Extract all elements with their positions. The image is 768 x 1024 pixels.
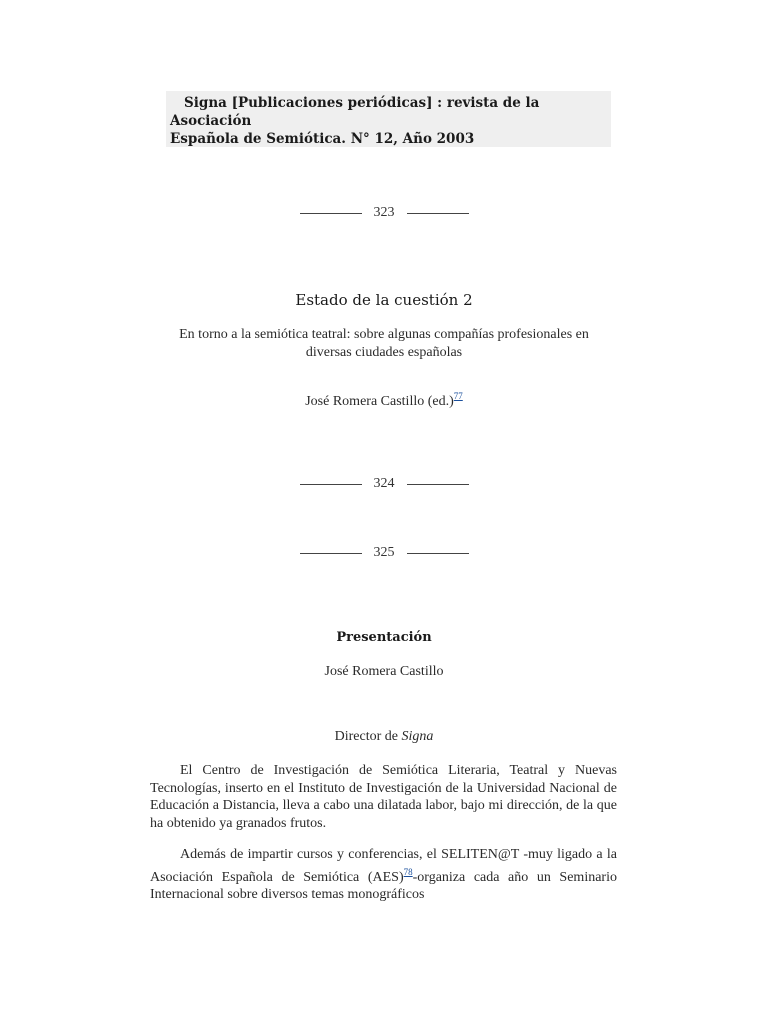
body-paragraph <box>150 846 617 904</box>
journal-name: Signa <box>401 729 434 744</box>
document-header <box>166 91 611 147</box>
page-number: 324 <box>373 476 395 491</box>
paragraph-text: Además de impartir cursos y conferencias, el SELITEN@T -muy ligado a la Asociación Española de Semiótica (AES) <box>150 847 617 885</box>
footnote-link[interactable]: 77 <box>453 391 463 401</box>
separator-rule <box>407 553 469 554</box>
page-number: 323 <box>373 205 395 220</box>
journal-citation <box>170 94 606 148</box>
footnote-link[interactable]: 78 <box>403 866 413 877</box>
subtitle-line1: En torno a la semiótica teatral: sobre algunas compañías profesionales en <box>179 327 589 342</box>
page-number-separator <box>0 203 768 223</box>
section-title: Estado de la cuestión 2 <box>295 291 473 309</box>
section-subtitle <box>150 326 618 362</box>
section-author <box>150 391 618 410</box>
journal-title-line1: Signa [Publicaciones periódicas] : revista de la Asociación <box>170 95 540 129</box>
author-name: José Romera Castillo (ed.) <box>305 394 454 409</box>
separator-rule <box>300 213 362 214</box>
page-number-separator <box>0 543 768 563</box>
body-paragraph <box>150 762 617 832</box>
subtitle-line2: diversas ciudades españolas <box>305 345 463 360</box>
author-role <box>150 729 618 745</box>
separator-rule <box>407 213 469 214</box>
journal-title-line2: Española de Semiótica. N° 12, Año 2003 <box>170 131 475 147</box>
page-number-separator <box>0 474 768 494</box>
separator-rule <box>300 484 362 485</box>
separator-rule <box>300 553 362 554</box>
presentation-title: Presentación <box>336 630 432 645</box>
role-prefix: Director de <box>334 729 402 744</box>
presentation-author: José Romera Castillo <box>324 664 444 679</box>
paragraph-text: El Centro de Investigación de Semiótica Literaria, Teatral y Nuevas Tecnologías, inserto en el Instituto de Investigación de la Universidad Nacional de Educación a Distancia, lleva a cabo una dilatada labor, bajo mi dirección, de la que ha obtenido ya granados frutos. <box>150 763 617 831</box>
separator-rule <box>407 484 469 485</box>
paragraph-text-continued: -organiza cada año un Seminario Internacional sobre diversos temas monográficos <box>150 869 617 902</box>
page-number: 325 <box>373 545 395 560</box>
